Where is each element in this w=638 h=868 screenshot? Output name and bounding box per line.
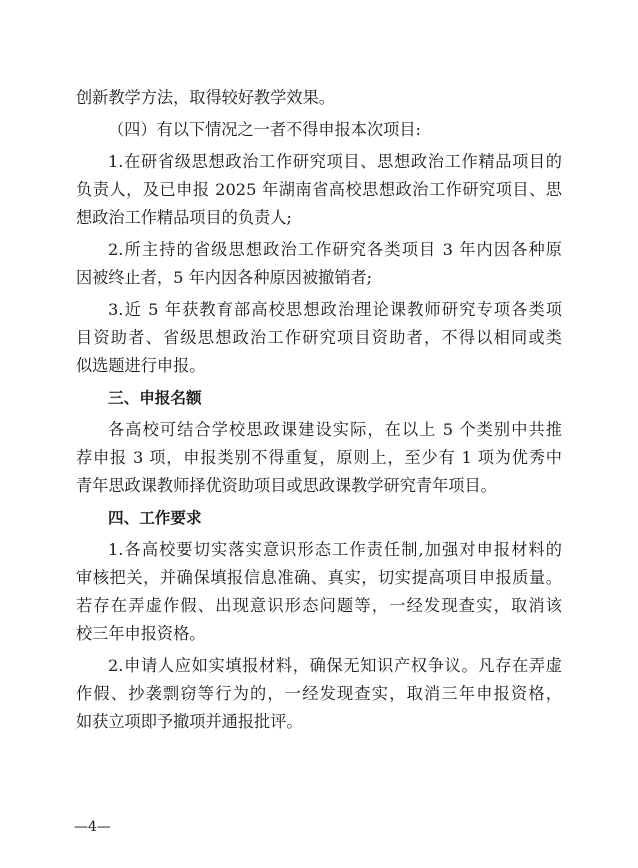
text-line: 校三年申报资格。 [76, 624, 206, 643]
text-line: 想政治工作精品项目的负责人; [76, 208, 292, 227]
text-line: 负责人，及已申报 2025 年湖南省高校思想政治工作研究项目、思 [76, 180, 562, 199]
text-line: 青年思政课教师择优资助项目或思政课教学研究青年项目。 [76, 476, 497, 495]
text-line: 1.各高校要切实落实意识形态工作责任制,加强对申报材料的 [108, 540, 562, 559]
text-line: 荐申报 3 项，申报类别不得重复，原则上，至少有 1 项为优秀中 [76, 448, 562, 467]
section-heading: 三、申报名额 [108, 389, 202, 407]
text-line: 2.所主持的省级思想政治工作研究各类项目 3 年内因各种原 [108, 240, 562, 259]
text-line: 如获立项即予撤项并通报批评。 [76, 712, 303, 731]
text-line: 作假、抄袭剽窃等行为的，一经发现查实，取消三年申报资格， [76, 684, 562, 703]
text-line: （四）有以下情况之一者不得申报本次项目: [108, 120, 422, 139]
text-line: 目资助者、省级思想政治工作研究项目资助者，不得以相同或类 [76, 328, 562, 347]
text-line: 似选题进行申报。 [76, 356, 206, 375]
text-line: 因被终止者，5 年内因各种原因被撤销者; [76, 268, 373, 287]
text-line: 创新教学方法，取得较好教学效果。 [76, 88, 335, 107]
text-line: 3.近 5 年获教育部高校思想政治理论课教师研究专项各类项 [108, 300, 562, 319]
text-line: 各高校可结合学校思政课建设实际，在以上 5 个类别中共推 [108, 420, 562, 439]
section-heading: 四、工作要求 [108, 509, 202, 527]
text-line: 1.在研省级思想政治工作研究项目、思想政治工作精品项目的 [108, 152, 562, 171]
page-number: —4— [74, 819, 111, 835]
text-line: 若存在弄虚作假、出现意识形态问题等，一经发现查实，取消该 [76, 596, 562, 615]
text-line: 2.申请人应如实填报材料，确保无知识产权争议。凡存在弄虚 [108, 656, 562, 675]
text-line: 审核把关，并确保填报信息准确、真实，切实提高项目申报质量。 [76, 568, 562, 587]
document-body [76, 84, 562, 736]
